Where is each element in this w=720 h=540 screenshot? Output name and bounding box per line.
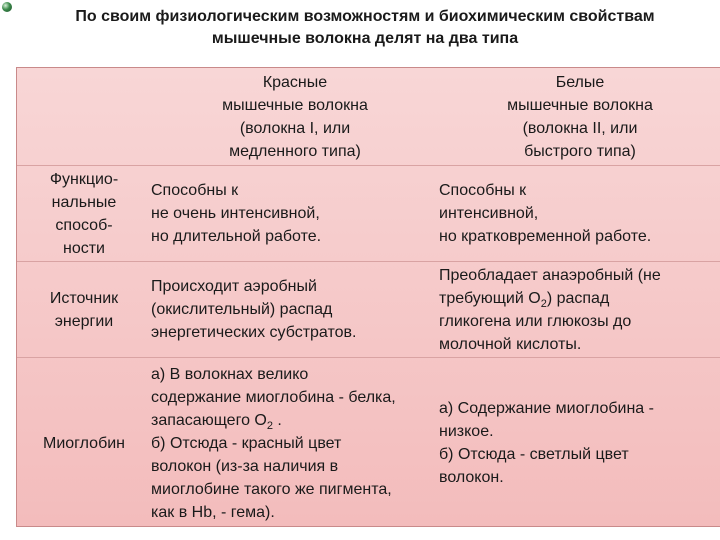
cell-red-myoglobin-subscript: 2 [266,419,273,432]
cell-red-myoglobin-text-a: а) В волокнах велико содержание миоглобина - белка, запасающего О [151,365,396,429]
cell-white-energy-text-b: ) распад гликогена или глюкозы до молочной кислоты. [439,289,632,353]
table-row [17,166,720,262]
slide-title [20,6,710,50]
cell-red-myoglobin [151,358,439,528]
header-empty-cell [17,68,151,165]
row-label-myoglobin: Миоглобин [43,434,125,452]
table-row [17,358,720,528]
header-white-fibers: Белые мышечные волокна (волокна II, или быстрого типа) [507,73,653,160]
row-label-energy-source: Источник энергии [49,289,119,330]
cell-white-myoglobin: а) Содержание миоглобина - низкое. б) Отсюда - светлый цвет волокон. [439,400,654,486]
table-header-row [17,68,720,166]
slide-bullet-icon [2,2,12,12]
cell-white-energy-subscript: 2 [540,297,547,310]
cell-white-energy [439,262,720,357]
comparison-table [16,67,720,527]
header-red-fibers: Красные мышечные волокна (волокна I, или медленного типа) [222,73,368,160]
row-label-functional-abilities: Функцио- нальные способ- ности [49,170,119,257]
cell-white-energy-text-a: Преобладает анаэробный (не требующий О [439,266,661,307]
title-line-2: мышечные волокна делят на два типа [211,30,519,47]
cell-red-energy: Происходит аэробный (окислительный) распад энергетических субстратов. [151,278,357,341]
cell-red-functional: Способны к не очень интенсивной, но длительной работе. [151,182,322,245]
title-line-1: По своим физиологическим возможностям и биохимическим свойствам [75,8,655,25]
cell-red-myoglobin-text-b: . б) Отсюда - красный цвет волокон (из-за наличия в миоглобине такого же пигмента, как в Hb, - гема). [151,411,392,521]
cell-white-functional: Способны к интенсивной, но кратковременной работе. [439,182,652,245]
table-row [17,262,720,358]
